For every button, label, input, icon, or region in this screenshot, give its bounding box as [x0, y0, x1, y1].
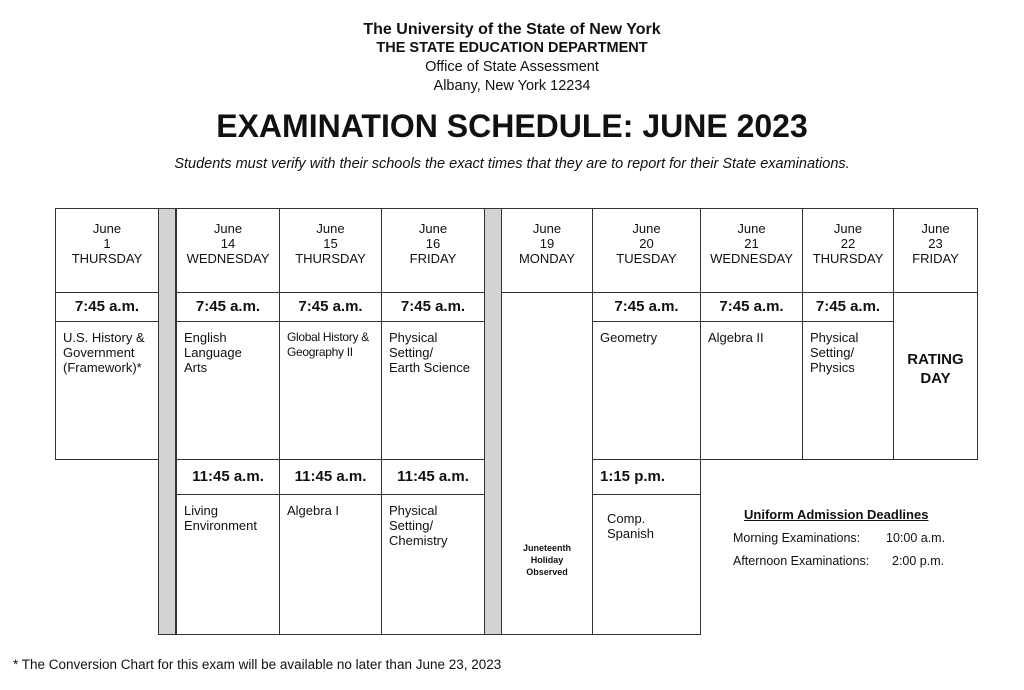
afternoon-exams-time: 2:00 p.m.: [892, 554, 945, 568]
morning-time-june-14: 7:45 a.m.: [176, 292, 280, 322]
morning-subject-june-14: English Language Arts: [176, 321, 280, 460]
afternoon-subject-june-20: Comp. Spanish: [592, 494, 701, 635]
morning-time-june-22: 7:45 a.m.: [802, 292, 894, 322]
afternoon-time-june-20: 1:15 p.m.: [592, 459, 701, 495]
date-header-june-14: June 14 WEDNESDAY: [176, 208, 280, 293]
footnote: * The Conversion Chart for this exam will be available no later than June 23, 2023: [13, 657, 502, 672]
afternoon-time-june-15: 11:45 a.m.: [279, 459, 382, 495]
afternoon-exams-label: Afternoon Examinations:: [733, 554, 870, 568]
header-university: The University of the State of New York: [363, 21, 661, 38]
rating-day-cell: RATING DAY: [893, 292, 978, 460]
page-subtitle: Students must verify with their schools the exact times that they are to report for their State examinations.: [174, 156, 850, 172]
morning-subject-june-21: Algebra II: [700, 321, 803, 460]
date-header-june-1: June 1 THURSDAY: [55, 208, 159, 293]
separator-column: [158, 208, 176, 635]
morning-subject-june-1: U.S. History & Government (Framework)*: [55, 321, 159, 460]
header-department: THE STATE EDUCATION DEPARTMENT: [376, 40, 648, 56]
date-header-june-21: June 21 WEDNESDAY: [700, 208, 803, 293]
morning-time-june-15: 7:45 a.m.: [279, 292, 382, 322]
morning-subject-june-15: Global History & Geography II: [279, 321, 382, 460]
afternoon-subject-june-14: Living Environment: [176, 494, 280, 635]
separator-column: [484, 208, 502, 635]
morning-exams-label: Morning Examinations:: [733, 531, 861, 545]
header-address: Albany, New York 12234: [433, 78, 591, 94]
morning-subject-june-20: Geometry: [592, 321, 701, 460]
morning-time-june-20: 7:45 a.m.: [592, 292, 701, 322]
date-header-june-16: June 16 FRIDAY: [381, 208, 485, 293]
header-office: Office of State Assessment: [425, 59, 599, 75]
morning-time-june-21: 7:45 a.m.: [700, 292, 803, 322]
date-header-june-19: June 19 MONDAY: [501, 208, 593, 293]
morning-subject-june-16: Physical Setting/ Earth Science: [381, 321, 485, 460]
juneteenth-label: Juneteenth Holiday Observed: [522, 543, 571, 577]
date-header-june-20: June 20 TUESDAY: [592, 208, 701, 293]
morning-exams-time: 10:00 a.m.: [886, 531, 946, 545]
date-header-june-22: June 22 THURSDAY: [802, 208, 894, 293]
morning-time-june-16: 7:45 a.m.: [381, 292, 485, 322]
date-header-june-15: June 15 THURSDAY: [279, 208, 382, 293]
admission-deadlines-title: Uniform Admission Deadlines: [744, 507, 929, 522]
afternoon-subject-june-16: Physical Setting/ Chemistry: [381, 494, 485, 635]
date-header-june-23: June 23 FRIDAY: [893, 208, 978, 293]
afternoon-time-june-14: 11:45 a.m.: [176, 459, 280, 495]
morning-subject-june-22: Physical Setting/ Physics: [802, 321, 894, 460]
afternoon-subject-june-15: Algebra I: [279, 494, 382, 635]
juneteenth-cell: [501, 292, 593, 635]
morning-time-june-1: 7:45 a.m.: [55, 292, 159, 322]
page-title: EXAMINATION SCHEDULE: JUNE 2023: [216, 108, 808, 144]
afternoon-time-june-16: 11:45 a.m.: [381, 459, 485, 495]
